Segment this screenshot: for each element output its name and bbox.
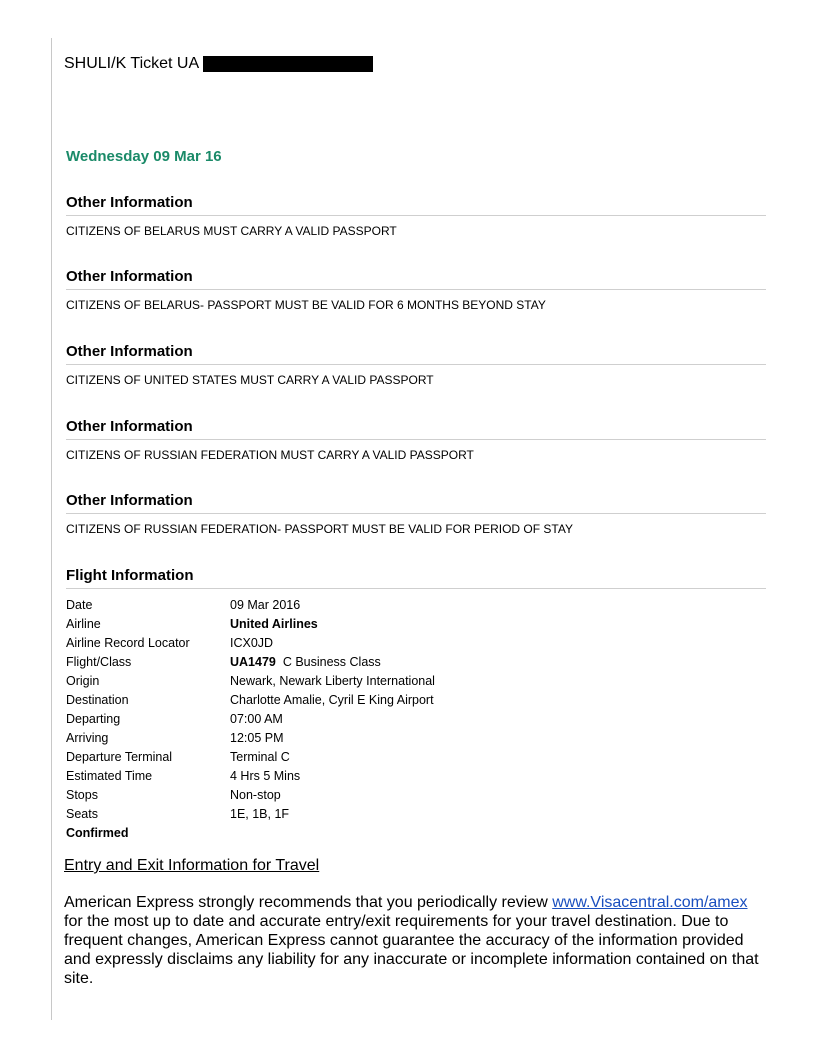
- ticket-label: Ticket UA: [130, 55, 200, 72]
- flight-value: Terminal C: [230, 750, 290, 764]
- flight-value: 07:00 AM: [230, 712, 283, 726]
- table-row: [66, 824, 435, 843]
- section-text: CITIZENS OF UNITED STATES MUST CARRY A VALID PASSPORT: [66, 373, 434, 387]
- table-row: [66, 615, 435, 634]
- other-info-section: [66, 193, 766, 239]
- flight-label: Airline Record Locator: [66, 636, 190, 650]
- flight-class: C Business Class: [282, 655, 381, 669]
- flight-label: Departure Terminal: [66, 750, 173, 764]
- flight-label: Date: [66, 598, 93, 612]
- section-title: Other Information: [66, 491, 766, 514]
- booking-status: Confirmed: [66, 826, 129, 840]
- table-row: [66, 653, 435, 672]
- section-title: Other Information: [66, 267, 766, 290]
- visacentral-link[interactable]: www.Visacentral.com/amex: [552, 894, 748, 911]
- other-info-section: [66, 417, 766, 463]
- section-title: Other Information: [66, 342, 766, 365]
- flight-label: Destination: [66, 693, 129, 707]
- table-row: [66, 596, 435, 615]
- flight-label: Airline: [66, 617, 101, 631]
- table-row: [66, 748, 435, 767]
- flight-value: 12:05 PM: [230, 731, 284, 745]
- flight-value: 09 Mar 2016: [230, 598, 301, 612]
- section-text: CITIZENS OF BELARUS MUST CARRY A VALID PASSPORT: [66, 224, 397, 238]
- section-text: CITIZENS OF RUSSIAN FEDERATION MUST CARRY A VALID PASSPORT: [66, 448, 474, 462]
- paragraph-text-before: American Express strongly recommends that you periodically review: [64, 894, 553, 911]
- passenger-name: SHULI/K: [64, 55, 127, 72]
- entry-exit-heading: Entry and Exit Information for Travel: [64, 857, 320, 874]
- flight-value: 4 Hrs 5 Mins: [230, 769, 301, 783]
- flight-label: Estimated Time: [66, 769, 153, 783]
- flight-label: Seats: [66, 807, 98, 821]
- flight-info-title: Flight Information: [66, 566, 766, 589]
- section-text: CITIZENS OF RUSSIAN FEDERATION- PASSPORT MUST BE VALID FOR PERIOD OF STAY: [66, 522, 573, 536]
- flight-value: Non-stop: [230, 788, 281, 802]
- flight-label: Flight/Class: [66, 655, 132, 669]
- section-title: Other Information: [66, 417, 766, 440]
- paragraph-text-after: for the most up to date and accurate entry/exit requirements for your travel destination. Due to frequent changes, American Express cannot guarantee the accuracy of the information provided and expressly disclaims any liability for any inaccurate or incomplete information contained on that site.: [64, 913, 759, 987]
- other-info-section: [66, 267, 766, 313]
- flight-value: [230, 653, 435, 672]
- flight-label: Origin: [66, 674, 100, 688]
- table-row: [66, 672, 435, 691]
- table-row: [66, 786, 435, 805]
- flight-value: 1E, 1B, 1F: [230, 807, 290, 821]
- table-row: [66, 691, 435, 710]
- date-heading: Wednesday 09 Mar 16: [66, 148, 222, 165]
- table-row: [66, 710, 435, 729]
- redacted-ticket-number: [203, 56, 373, 72]
- entry-exit-paragraph: [64, 893, 764, 988]
- flight-number: UA1479: [230, 655, 276, 669]
- table-row: [66, 634, 435, 653]
- other-info-section: [66, 342, 766, 388]
- section-text: CITIZENS OF BELARUS- PASSPORT MUST BE VALID FOR 6 MONTHS BEYOND STAY: [66, 298, 546, 312]
- flight-info-section: [66, 566, 766, 589]
- flight-label: Departing: [66, 712, 121, 726]
- flight-value: Newark, Newark Liberty International: [230, 674, 435, 688]
- left-margin-rule: [51, 38, 52, 1020]
- table-row: [66, 729, 435, 748]
- flight-label: Arriving: [66, 731, 109, 745]
- other-info-section: [66, 491, 766, 537]
- flight-value: United Airlines: [230, 617, 318, 631]
- flight-details-table: [66, 596, 435, 843]
- section-title: Other Information: [66, 193, 766, 216]
- table-row: [66, 767, 435, 786]
- ticket-header: [64, 54, 373, 74]
- flight-value: Charlotte Amalie, Cyril E King Airport: [230, 693, 434, 707]
- flight-label: Stops: [66, 788, 98, 802]
- flight-value: ICX0JD: [230, 636, 274, 650]
- table-row: [66, 805, 435, 824]
